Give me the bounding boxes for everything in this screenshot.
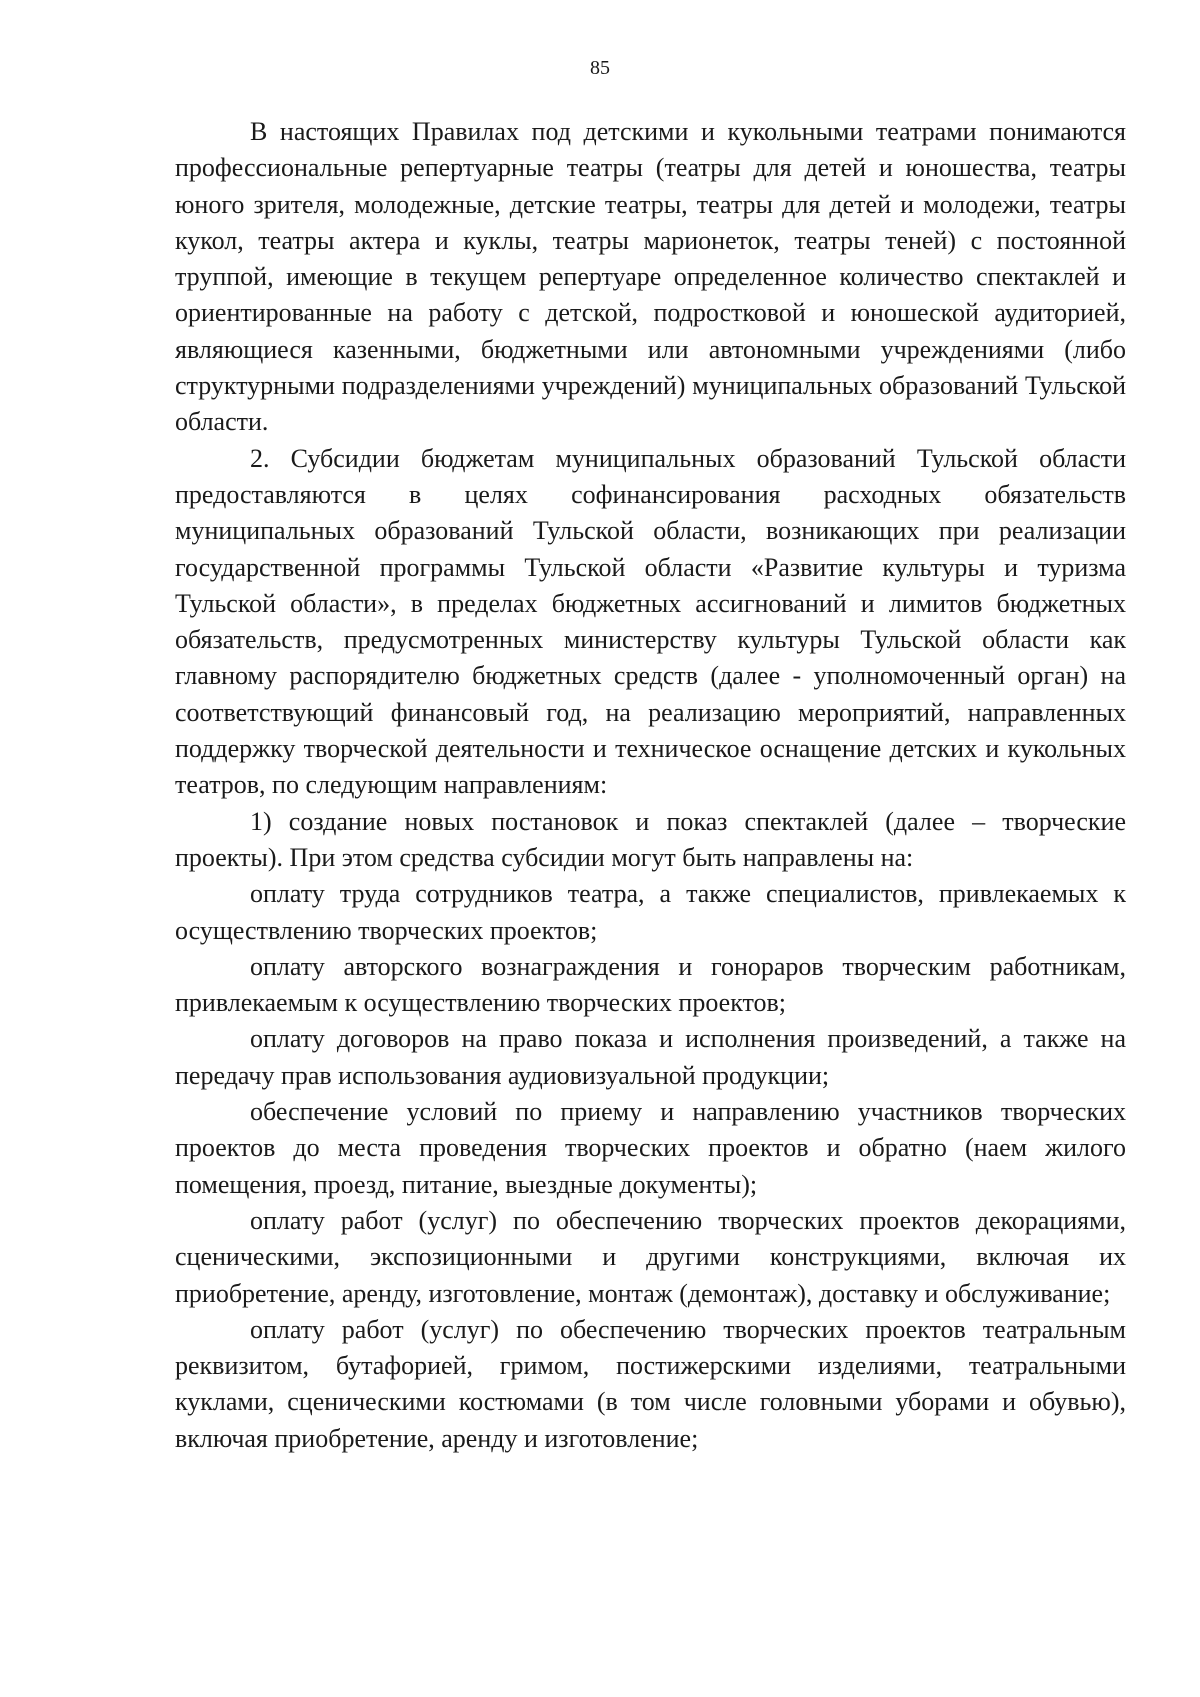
paragraph-decorations: оплату работ (услуг) по обеспечению творческих проектов декорациями, сценическими, экспозиционными и другими конструкциями, включая их приобретение, аренду, изготовление, монтаж (демонтаж), доставку и обслуживание; (175, 1205, 1126, 1308)
document-body (175, 114, 1126, 1457)
paragraph-definition: В настоящих Правилах под детскими и кукольными театрами понимаются профессиональные репертуарные театры (театры для детей и юношества, театры юного зрителя, молодежные, детские театры, театры для детей и молодежи, театры кукол, театры актера и куклы, театры марионеток, театры теней) с постоянной труппой, имеющие в текущем репертуаре определенное количество спектаклей и ориентированные на работу с детской, подростковой и юношеской аудиторией, являющиеся казенными, бюджетными или автономными учреждениями (либо структурными подразделениями учреждений) муниципальных образований Тульской области. (175, 117, 1126, 437)
paragraph-item-1: 1) создание новых постановок и показ спектаклей (далее – творческие проекты). При этом средства субсидии могут быть направлены на: (175, 806, 1126, 872)
paragraph-subsidies: 2. Субсидии бюджетам муниципальных образований Тульской области предоставляются в целях софинансирования расходных обязательств муниципальных образований Тульской области, возникающих при реализации государственной программы Тульской области «Развитие культуры и туризма Тульской области», в пределах бюджетных ассигнований и лимитов бюджетных обязательств, предусмотренных министерству культуры Тульской области как главному распорядителю бюджетных средств (далее - уполномоченный орган) на соответствующий финансовый год, на реализацию мероприятий, направленных поддержку творческой деятельности и техническое оснащение детских и кукольных театров, по следующим направлениям: (175, 443, 1126, 800)
paragraph-participant-logistics: обеспечение условий по приему и направлению участников творческих проектов до места проведения творческих проектов и обратно (наем жилого помещения, проезд, питание, выездные документы); (175, 1097, 1126, 1199)
paragraph-labor-payment: оплату труда сотрудников театра, а также специалистов, привлекаемых к осуществлению творческих проектов; (175, 879, 1126, 945)
page-number: 85 (590, 57, 610, 79)
paragraph-props-costumes: оплату работ (услуг) по обеспечению творческих проектов театральным реквизитом, бутафорией, гримом, постижерскими изделиями, театральными куклами, сценическими костюмами (в том числе головными уборами и обувью), включая приобретение, аренду и изготовление; (175, 1314, 1126, 1453)
paragraph-contracts: оплату договоров на право показа и исполнения произведений, а также на передачу прав использования аудиовизуальной продукции; (175, 1024, 1126, 1090)
paragraph-author-fees: оплату авторского вознаграждения и гонораров творческим работникам, привлекаемым к осуществлению творческих проектов; (175, 951, 1126, 1018)
